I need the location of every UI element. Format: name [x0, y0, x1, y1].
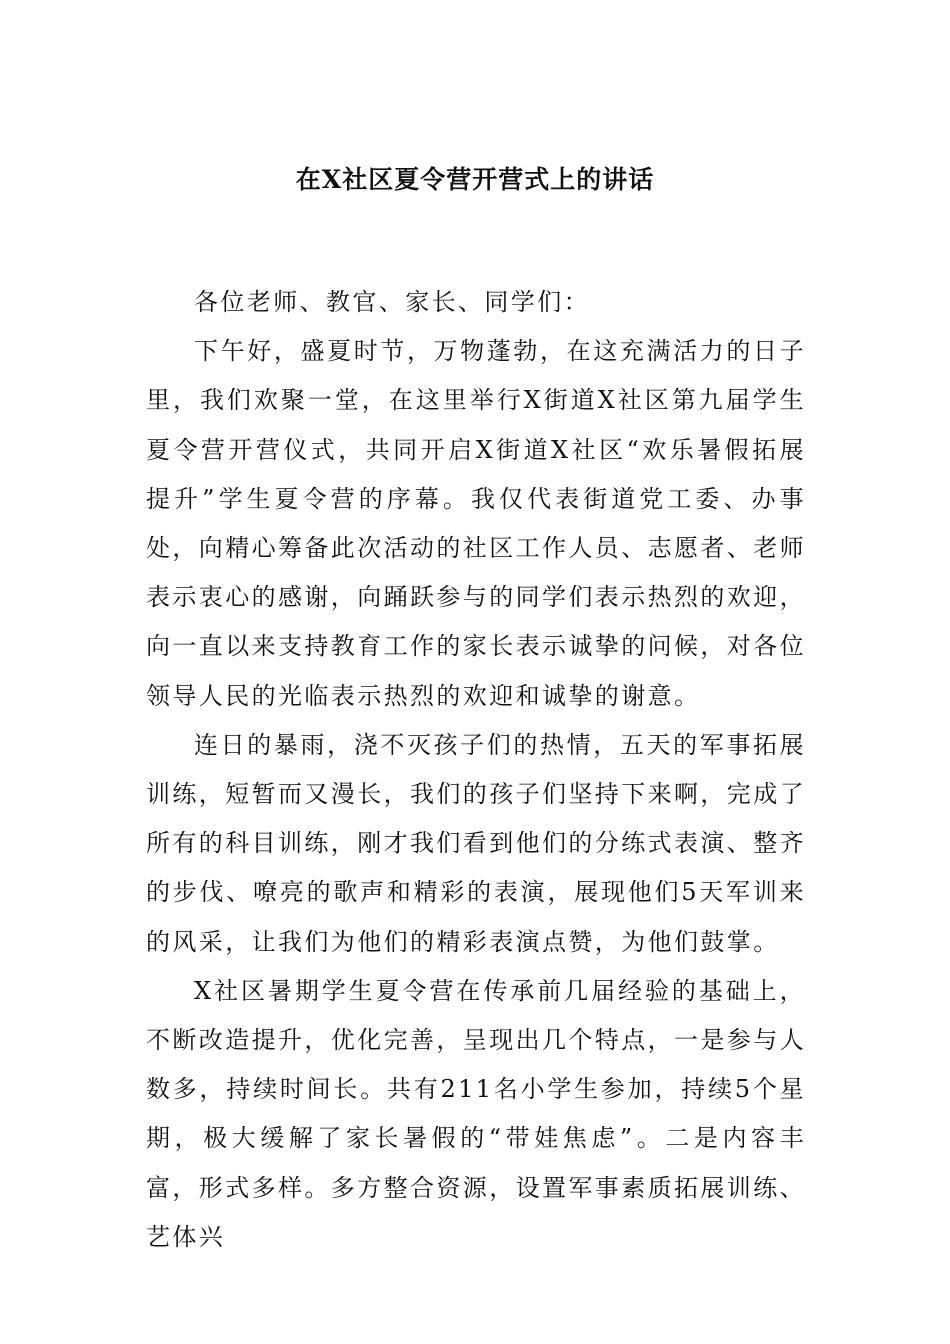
paragraph-training: 连日的暴雨，浇不灭孩子们的热情，五天的军事拓展训练，短暂而又漫长，我们的孩子们坚持下来啊，完成了所有的科目训练，刚才我们看到他们的分练式表演、整齐的步伐、嘹亮的歌声和精彩的表演，展现他们5天军训来的风采，让我们为他们的精彩表演点赞，为他们鼓掌。 [146, 730, 806, 956]
speech-body [146, 278, 806, 1262]
page-title: 在X社区夏令营开营式上的讲话 [295, 165, 655, 194]
paragraph-features: X社区暑期学生夏令营在传承前几届经验的基础上，不断改造提升，优化完善，呈现出几个特点，一是参与人数多，持续时间长。共有211名小学生参加，持续5个星期，极大缓解了家长暑假的“带娃焦虑”。二是内容丰富，形式多样。多方整合资源，设置军事素质拓展训练、艺体兴 [146, 976, 806, 1251]
salutation: 各位老师、教官、家长、同学们： [194, 288, 590, 316]
paragraph-greeting: 下午好，盛夏时节，万物蓬勃，在这充满活力的日子里，我们欢聚一堂，在这里举行X街道X社区第九届学生夏令营开营仪式，共同开启X街道X社区“欢乐暑假拓展提升”学生夏令营的序幕。我仅代表街道党工委、办事处，向精心筹备此次活动的社区工作人员、志愿者、老师表示衷心的感谢，向踊跃参与的同学们表示热烈的欢迎，向一直以来支持教育工作的家长表示诚挚的问候，对各位领导人民的光临表示热烈的欢迎和诚挚的谢意。 [146, 337, 806, 710]
